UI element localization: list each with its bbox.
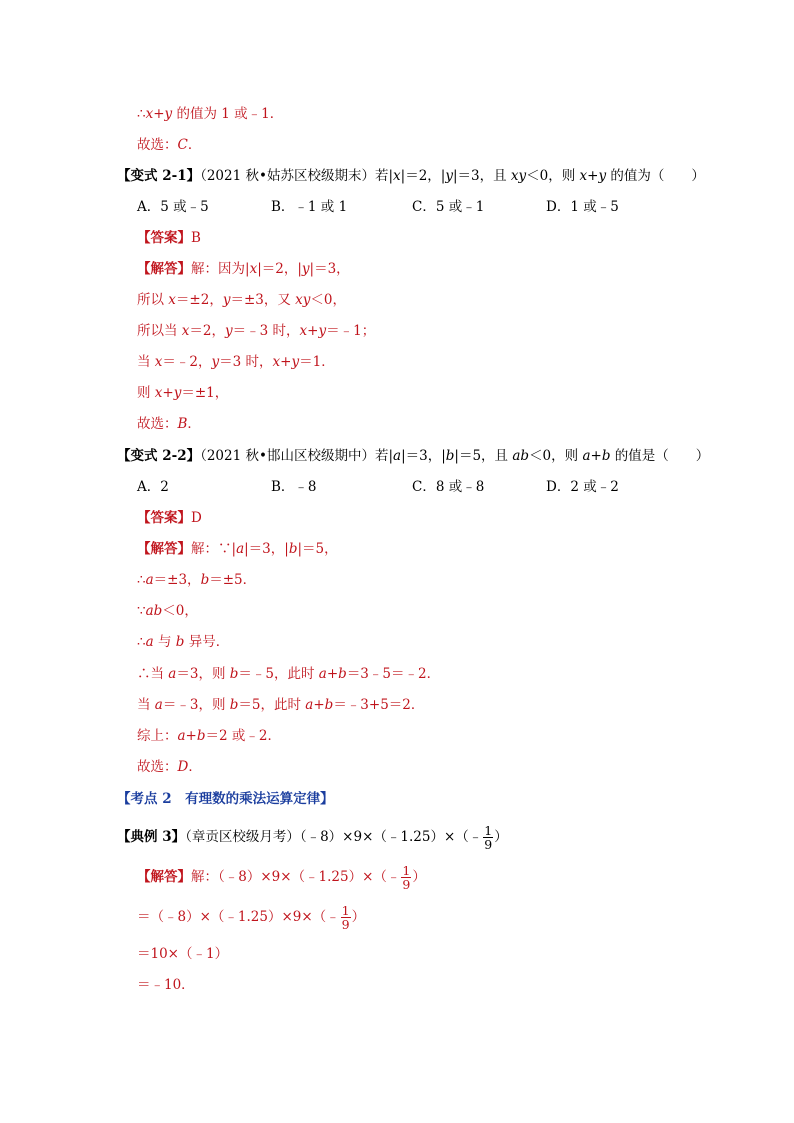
- variant-2-1-stem: [117, 166, 705, 186]
- variant-2-2-solution-7: [137, 726, 281, 746]
- variant-2-1-solution-tag: 【解答】: [137, 261, 191, 277]
- text-run: 故选：: [137, 416, 178, 432]
- math-variable: b: [175, 634, 185, 650]
- text-run: 的值为 1 或﹣1．: [172, 106, 284, 122]
- text-run: ＝﹣5，此时: [238, 666, 319, 682]
- text-run: ．: [188, 759, 202, 775]
- variant-2-1-option-a: A．5 或﹣5: [137, 199, 209, 215]
- math-variable: a: [145, 634, 154, 650]
- math-variable: b: [200, 572, 210, 588]
- variant-2-1-solution-2: [137, 290, 346, 310]
- math-variable: y: [445, 168, 453, 184]
- text-run: ＝±1，: [181, 385, 229, 401]
- top-line-2: [137, 135, 201, 155]
- variant-2-2-stem: [117, 446, 709, 466]
- text-run: 故选：: [137, 137, 178, 153]
- text-run: ∴: [137, 572, 146, 588]
- math-variable: a+b: [177, 728, 206, 744]
- text-run: ＝±2，: [175, 292, 223, 308]
- math-variable: x: [154, 354, 163, 370]
- text-run: |＝2，|: [257, 261, 302, 277]
- text-run: 当: [137, 354, 155, 370]
- variant-2-2-answer: [137, 508, 202, 528]
- text-run: ＝2，: [189, 323, 226, 339]
- variant-2-1-tag: 【变式 2-1】: [117, 168, 201, 184]
- example-3-frac-num: 1: [484, 823, 493, 838]
- text-run: 所以: [137, 292, 169, 308]
- variant-2-1-solution-6: [137, 414, 201, 434]
- variant-2-1-answer-value: B: [191, 230, 201, 246]
- math-variable: y: [211, 354, 220, 370]
- example-3-solution-text-1: 解：（﹣8）×9×（﹣1.25）×（﹣: [191, 869, 401, 885]
- math-variable: y: [301, 261, 310, 277]
- math-variable: x: [168, 292, 176, 308]
- text-run: 与: [153, 634, 176, 650]
- text-run: ∴: [137, 106, 146, 122]
- math-variable: xy: [295, 292, 311, 308]
- math-variable: b: [229, 666, 239, 682]
- example-3-solution-4: ＝﹣10．: [137, 977, 195, 993]
- variant-2-2-option-a: A．2: [137, 479, 169, 495]
- math-variable: x: [249, 261, 258, 277]
- text-run: ＝5，此时: [238, 697, 306, 713]
- example-3-solution-text-2: ＝（﹣8）×（﹣1.25）×9×（﹣: [137, 909, 340, 925]
- text-run: 故选：: [137, 759, 178, 775]
- text-run: |＝3，|: [244, 541, 289, 557]
- text-run: ＝﹣3 时，: [232, 323, 300, 339]
- variant-2-2-option-c: C．8 或﹣8: [412, 479, 485, 495]
- text-run: ＝±5．: [209, 572, 257, 588]
- example-3-solution-3: ＝10×（﹣1）: [137, 946, 229, 962]
- math-variable: x+y: [579, 168, 607, 184]
- variant-2-2-solution-1: [137, 539, 338, 559]
- variant-2-2-solution-6: [137, 695, 424, 715]
- math-variable: a: [393, 448, 402, 464]
- text-run: |＝5，: [297, 541, 338, 557]
- text-run: ＝﹣3，则: [162, 697, 230, 713]
- text-run: 解：∵|: [191, 541, 237, 557]
- example-3-text: （章贡区校级月考）（﹣8）×9×（﹣1.25）×（﹣: [185, 829, 483, 845]
- text-run: |＝3，: [309, 261, 350, 277]
- variant-2-2-text: [200, 448, 709, 464]
- text-run: |＝2，|: [400, 168, 446, 184]
- math-variable: a: [168, 666, 177, 682]
- variant-2-1-option-d: D．1 或﹣5: [546, 199, 619, 215]
- text-run: ∵: [137, 603, 146, 619]
- text-run: 异号．: [184, 634, 230, 650]
- example-3-fraction: [483, 824, 493, 851]
- text-run: ＝3 时，: [219, 354, 273, 370]
- text-run: ＝±3，又: [230, 292, 296, 308]
- text-run: |＝3，且: [452, 168, 511, 184]
- text-run: |＝5，且: [454, 448, 513, 464]
- example-3-tag: 【典例 3】: [117, 829, 186, 845]
- math-variable: D: [177, 759, 189, 775]
- math-variable: x: [393, 168, 401, 184]
- variant-2-2-solution-8: [137, 757, 202, 777]
- text-run: ＝2 或﹣2．: [205, 728, 281, 744]
- text-run: ＜0，则: [526, 168, 580, 184]
- variant-2-1-solution-5: [137, 383, 228, 403]
- section-heading: 【考点 2 有理数的乘法运算定律】: [117, 791, 334, 807]
- example-3-sol-frac-den-2: 9: [341, 917, 350, 932]
- text-run: ＝3﹣5＝﹣2．: [346, 666, 441, 682]
- text-run: 则: [137, 385, 155, 401]
- text-run: ．: [187, 137, 202, 153]
- example-3-solution-close-1: ）: [412, 869, 426, 885]
- math-variable: a+b: [582, 448, 611, 464]
- variant-2-2-solution-3: [137, 601, 198, 621]
- math-variable: x: [181, 323, 190, 339]
- variant-2-2-solution-text-1: [191, 541, 338, 557]
- variant-2-1-option-c: C．5 或﹣1: [412, 199, 485, 215]
- text-run: ＝﹣2，: [162, 354, 212, 370]
- variant-2-1-solution-3: [137, 321, 375, 341]
- math-variable: x+y: [145, 106, 173, 122]
- text-run: 解：因为|: [191, 261, 250, 277]
- text-run: ．: [187, 416, 201, 432]
- math-variable: y: [222, 292, 231, 308]
- text-run: ∴当: [137, 666, 169, 682]
- math-variable: x+y: [299, 323, 327, 339]
- example-3-frac-den: 9: [484, 837, 493, 852]
- variant-2-2-answer-tag: 【答案】: [137, 510, 191, 526]
- top-line-1: [137, 104, 283, 124]
- example-3-solution-1: [137, 860, 426, 894]
- variant-2-2-answer-value: D: [191, 510, 202, 526]
- math-variable: a+b: [305, 697, 334, 713]
- variant-2-2-solution-tag: 【解答】: [137, 541, 191, 557]
- text-run: ＝±3，: [153, 572, 201, 588]
- text-run: 综上：: [137, 728, 178, 744]
- text-run: ＜0，: [310, 292, 347, 308]
- math-variable: a: [236, 541, 245, 557]
- text-run: 所以当: [137, 323, 182, 339]
- math-variable: y: [225, 323, 233, 339]
- variant-2-1-answer: [137, 228, 201, 248]
- example-3-close: ）: [494, 829, 508, 845]
- example-3-solution-fraction-2: [341, 904, 351, 931]
- variant-2-2-option-d: D．2 或﹣2: [546, 479, 619, 495]
- text-run: ＝3，则: [176, 666, 230, 682]
- math-variable: b: [445, 448, 455, 464]
- text-run: ＝﹣1；: [326, 323, 376, 339]
- example-3-sol-frac-num-2: 1: [341, 903, 350, 918]
- variant-2-1-answer-tag: 【答案】: [137, 230, 191, 246]
- math-variable: a: [154, 697, 163, 713]
- variant-2-1-solution-text-1: [191, 261, 350, 277]
- text-run: 当: [137, 697, 155, 713]
- text-run: 的值是（ ）: [610, 448, 710, 464]
- variant-2-2-solution-2: [137, 570, 256, 590]
- variant-2-2-option-b: B．﹣8: [271, 479, 317, 495]
- math-variable: xy: [510, 168, 527, 184]
- variant-2-1-solution-1: [137, 259, 350, 279]
- variant-2-1-option-b: B．﹣1 或 1: [271, 199, 348, 215]
- text-run: ＝﹣3+5＝2．: [333, 697, 425, 713]
- math-variable: b: [288, 541, 298, 557]
- example-3-sol-frac-num-1: 1: [402, 863, 411, 878]
- text-run: |＝3，|: [401, 448, 446, 464]
- text-run: 的值为（ ）: [606, 168, 705, 184]
- text-run: （2021 秋•姑苏区校级期末）若|: [200, 168, 394, 184]
- math-variable: x+y: [154, 385, 182, 401]
- example-3-solution-close-2: ）: [351, 909, 366, 925]
- math-variable: B: [177, 416, 188, 432]
- example-3-sol-frac-den-1: 9: [402, 877, 411, 892]
- example-3-stem: [117, 820, 508, 854]
- math-variable: a: [145, 572, 154, 588]
- math-variable: x+y: [272, 354, 300, 370]
- math-variable: ab: [512, 448, 530, 464]
- math-variable: b: [229, 697, 239, 713]
- math-variable: C: [177, 137, 188, 153]
- variant-2-1-solution-4: [137, 352, 335, 372]
- math-variable: a+b: [318, 666, 347, 682]
- example-3-solution-tag: 【解答】: [137, 869, 191, 885]
- variant-2-2-solution-5: [137, 664, 440, 684]
- variant-2-2-tag: 【变式 2-2】: [117, 448, 201, 464]
- math-variable: ab: [145, 603, 163, 619]
- text-run: （2021 秋•邯山区校级期中）若|: [200, 448, 394, 464]
- text-run: ＜0，: [162, 603, 198, 619]
- text-run: ∴: [137, 634, 146, 650]
- example-3-solution-2: [137, 900, 365, 934]
- variant-2-1-text: [200, 168, 705, 184]
- variant-2-2-solution-4: [137, 632, 229, 652]
- text-run: ＜0，则: [529, 448, 583, 464]
- text-run: ＝1．: [299, 354, 335, 370]
- example-3-solution-fraction-1: [401, 864, 411, 891]
